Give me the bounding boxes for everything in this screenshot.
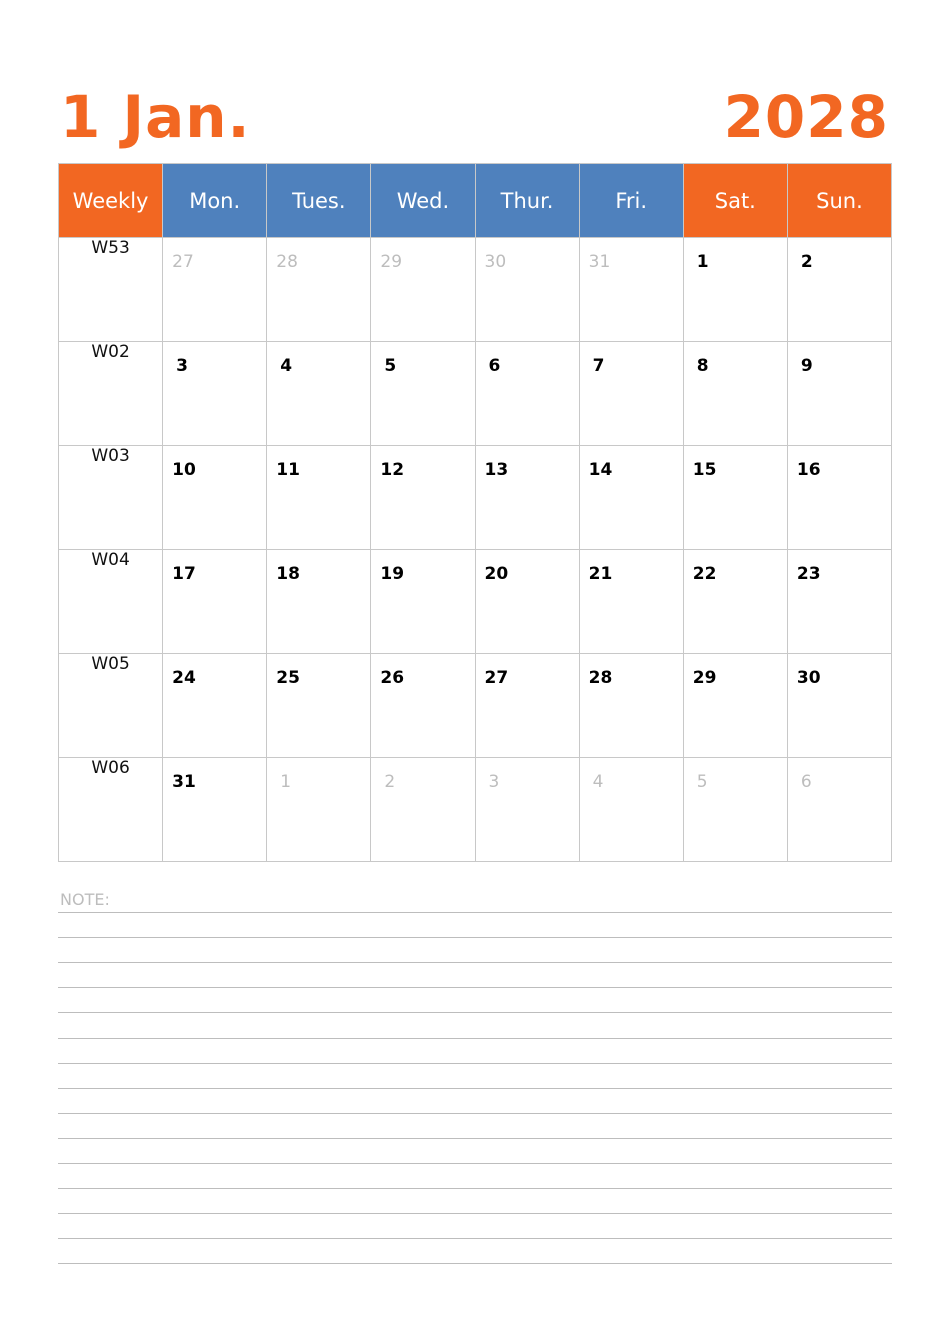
adjacent-month-date: 4	[592, 772, 604, 792]
day-cell[interactable]	[579, 758, 683, 862]
day-number: 1	[696, 252, 709, 272]
day-header-thu: Thur.	[475, 164, 579, 238]
week-number: W04	[59, 550, 163, 654]
day-number: 18	[276, 564, 300, 584]
note-line	[58, 1213, 892, 1214]
note-line	[58, 1088, 892, 1089]
day-number: 12	[380, 460, 405, 480]
note-line	[58, 1138, 892, 1139]
day-header-mon: Mon.	[163, 164, 267, 238]
note-line	[58, 912, 892, 913]
day-cell[interactable]	[267, 654, 371, 758]
day-number: 28	[588, 668, 613, 688]
adjacent-month-date: 29	[380, 252, 403, 272]
day-header-tue: Tues.	[267, 164, 371, 238]
day-cell[interactable]	[163, 654, 267, 758]
day-cell[interactable]	[371, 654, 475, 758]
note-line	[58, 1188, 892, 1189]
week-number: W03	[59, 446, 163, 550]
adjacent-month-date: 2	[384, 772, 396, 792]
day-header-fri: Fri.	[579, 164, 683, 238]
day-cell[interactable]	[475, 238, 579, 342]
day-cell[interactable]	[787, 446, 891, 550]
day-cell[interactable]	[163, 550, 267, 654]
day-number: 4	[280, 356, 293, 376]
calendar-grid	[58, 163, 892, 862]
note-line	[58, 1163, 892, 1164]
day-cell[interactable]	[787, 342, 891, 446]
note-label: NOTE:	[60, 890, 110, 909]
day-cell[interactable]	[267, 446, 371, 550]
day-cell[interactable]	[267, 758, 371, 862]
day-cell[interactable]	[683, 238, 787, 342]
day-cell[interactable]	[371, 342, 475, 446]
day-cell[interactable]	[475, 342, 579, 446]
note-line	[58, 1038, 892, 1039]
day-number: 26	[380, 668, 405, 688]
day-cell[interactable]	[683, 446, 787, 550]
day-header-sat: Sat.	[683, 164, 787, 238]
week-row	[59, 550, 892, 654]
day-number: 9	[800, 356, 813, 376]
note-line	[58, 937, 892, 938]
adjacent-month-date: 6	[800, 772, 812, 792]
week-number: W06	[59, 758, 163, 862]
day-number: 19	[380, 564, 405, 584]
week-number: W02	[59, 342, 163, 446]
week-number: W53	[59, 238, 163, 342]
day-cell[interactable]	[163, 342, 267, 446]
adjacent-month-date: 30	[484, 252, 507, 272]
adjacent-month-date: 27	[172, 252, 194, 272]
day-cell[interactable]	[475, 654, 579, 758]
day-number: 5	[384, 356, 397, 376]
day-cell[interactable]	[683, 758, 787, 862]
day-number: 11	[276, 460, 300, 480]
day-number: 29	[692, 668, 717, 688]
day-cell[interactable]	[371, 550, 475, 654]
adjacent-month-date: 28	[276, 252, 298, 272]
note-line	[58, 1238, 892, 1239]
calendar-header-row	[59, 164, 892, 238]
day-header-sun: Sun.	[787, 164, 891, 238]
day-cell[interactable]	[787, 550, 891, 654]
weekly-column-header: Weekly	[59, 164, 163, 238]
day-cell[interactable]	[579, 238, 683, 342]
day-number: 30	[796, 668, 821, 688]
day-cell[interactable]	[579, 550, 683, 654]
day-number: 14	[588, 460, 613, 480]
week-row	[59, 446, 892, 550]
note-line	[58, 1063, 892, 1064]
week-row	[59, 238, 892, 342]
day-number: 24	[172, 668, 196, 688]
adjacent-month-date: 3	[488, 772, 500, 792]
week-row	[59, 758, 892, 862]
day-cell[interactable]	[371, 758, 475, 862]
day-cell[interactable]	[787, 758, 891, 862]
day-number: 2	[800, 252, 813, 272]
day-header-wed: Wed.	[371, 164, 475, 238]
day-cell[interactable]	[683, 550, 787, 654]
day-number: 25	[276, 668, 300, 688]
day-number: 7	[592, 356, 605, 376]
day-number: 16	[796, 460, 821, 480]
month-title: 1 Jan.	[60, 83, 251, 151]
adjacent-month-date: 1	[280, 772, 292, 792]
day-cell[interactable]	[267, 342, 371, 446]
day-cell[interactable]	[267, 550, 371, 654]
day-cell[interactable]	[787, 654, 891, 758]
day-number: 8	[696, 356, 709, 376]
day-cell[interactable]	[579, 654, 683, 758]
day-number: 15	[692, 460, 717, 480]
day-number: 3	[176, 356, 188, 376]
week-row	[59, 342, 892, 446]
day-number: 23	[796, 564, 821, 584]
note-line	[58, 962, 892, 963]
note-line	[58, 1012, 892, 1013]
day-number: 13	[484, 460, 509, 480]
day-number: 20	[484, 564, 509, 584]
day-cell[interactable]	[683, 342, 787, 446]
day-cell[interactable]	[475, 758, 579, 862]
year-title: 2028	[723, 83, 889, 151]
note-line	[58, 1263, 892, 1264]
day-number: 10	[172, 460, 196, 480]
day-cell[interactable]	[683, 654, 787, 758]
day-cell[interactable]	[475, 446, 579, 550]
day-number: 27	[484, 668, 509, 688]
week-row	[59, 654, 892, 758]
day-cell[interactable]	[579, 446, 683, 550]
adjacent-month-date: 5	[696, 772, 708, 792]
day-cell[interactable]	[475, 550, 579, 654]
day-number: 17	[172, 564, 196, 584]
day-number: 31	[172, 772, 196, 792]
day-cell[interactable]	[371, 446, 475, 550]
calendar-body	[59, 238, 892, 862]
day-number: 21	[588, 564, 613, 584]
day-cell[interactable]	[163, 446, 267, 550]
week-number: W05	[59, 654, 163, 758]
day-cell[interactable]	[267, 238, 371, 342]
day-cell[interactable]	[371, 238, 475, 342]
day-number: 6	[488, 356, 501, 376]
day-cell[interactable]	[787, 238, 891, 342]
note-line	[58, 1113, 892, 1114]
day-cell[interactable]	[163, 758, 267, 862]
day-cell[interactable]	[579, 342, 683, 446]
day-cell[interactable]	[163, 238, 267, 342]
adjacent-month-date: 31	[588, 252, 611, 272]
day-number: 22	[692, 564, 717, 584]
note-line	[58, 987, 892, 988]
